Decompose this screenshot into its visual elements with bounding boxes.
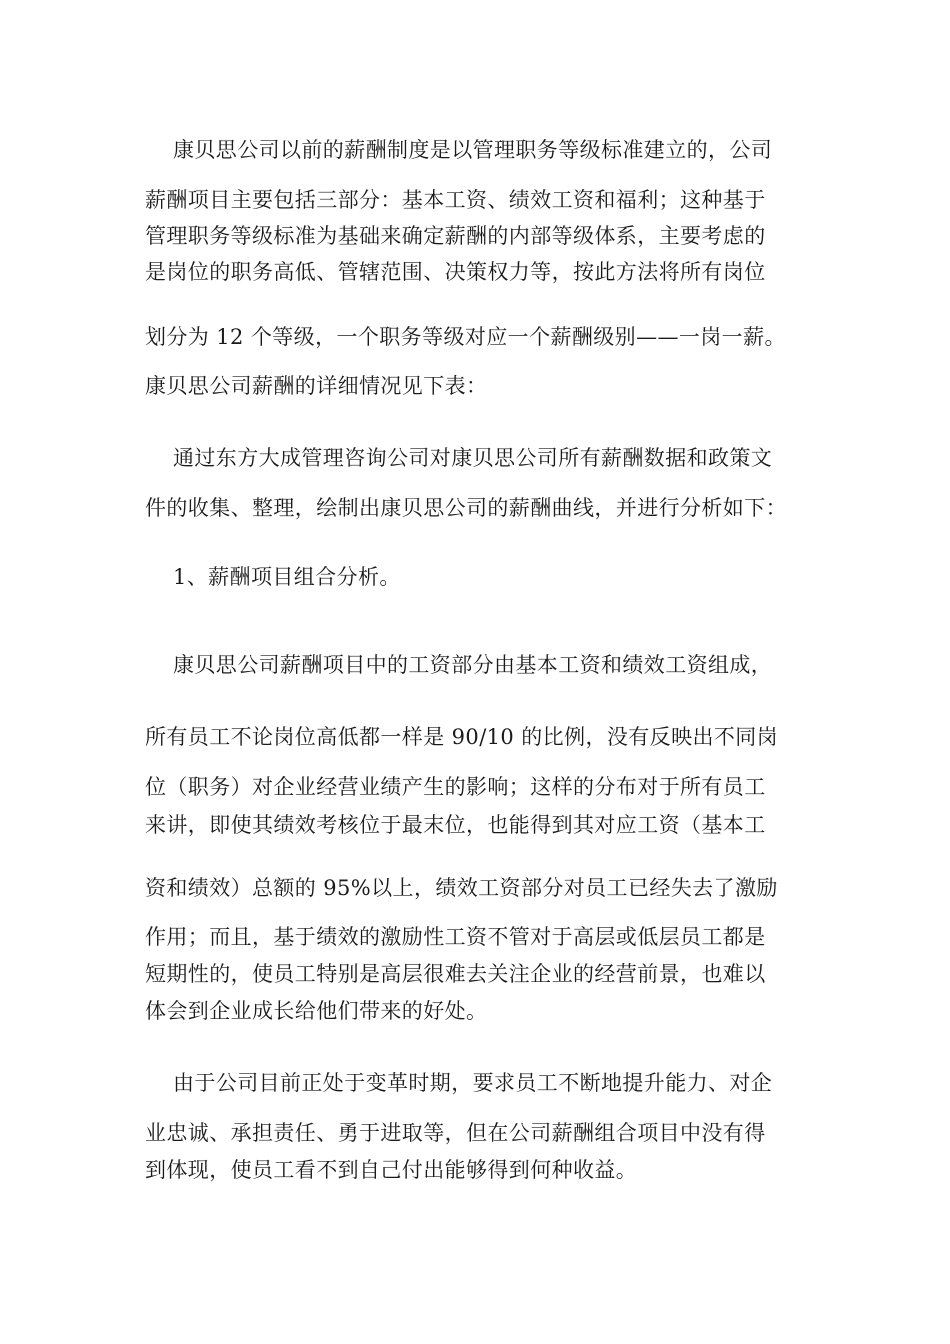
paragraph-reform-line-2: 业忠诚、承担责任、勇于进取等，但在公司薪酬组合项目中没有得 [145,1121,766,1145]
paragraph-analysis-line-1: 康贝思公司薪酬项目中的工资部分由基本工资和绩效工资组成， [173,653,773,677]
paragraph-analysis-line-7: 短期性的，使员工特别是高层很难去关注企业的经营前景，也难以 [145,962,766,986]
paragraph-intro-line-4: 是岗位的职务高低、管辖范围、决策权力等，按此方法将所有岗位 [145,260,766,284]
paragraph-consulting-line-1: 通过东方大成管理咨询公司对康贝思公司所有薪酬数据和政策文 [173,446,773,470]
paragraph-consulting-line-2: 件的收集、整理，绘制出康贝思公司的薪酬曲线，并进行分析如下： [145,496,787,520]
paragraph-reform-line-1: 由于公司目前正处于变革时期，要求员工不断地提升能力、对企 [173,1071,773,1095]
paragraph-analysis-line-6: 作用；而且，基于绩效的激励性工资不管对于高层或低层员工都是 [145,925,766,949]
paragraph-analysis-line-4: 来讲，即使其绩效考核位于最末位，也能得到其对应工资（基本工 [145,813,766,837]
paragraph-intro-line-2: 薪酬项目主要包括三部分：基本工资、绩效工资和福利；这种基于 [145,188,766,212]
paragraph-intro-line-6: 康贝思公司薪酬的详细情况见下表： [145,374,488,398]
paragraph-analysis-line-5: 资和绩效）总额的 95%以上，绩效工资部分对员工已经失去了激励 [145,876,778,900]
section-heading: 1、薪酬项目组合分析。 [173,565,401,589]
paragraph-analysis-line-2: 所有员工不论岗位高低都一样是 90/10 的比例，没有反映出不同岗 [145,725,779,749]
paragraph-reform-line-3: 到体现，使员工看不到自己付出能够得到何种收益。 [145,1158,638,1182]
paragraph-analysis-line-3: 位（职务）对企业经营业绩产生的影响；这样的分布对于所有员工 [145,775,766,799]
paragraph-intro-line-3: 管理职务等级标准为基础来确定薪酬的内部等级体系，主要考虑的 [145,224,766,248]
paragraph-intro-line-1: 康贝思公司以前的薪酬制度是以管理职务等级标准建立的，公司 [173,138,773,162]
paragraph-analysis-line-8: 体会到企业成长给他们带来的好处。 [145,999,488,1023]
paragraph-intro-line-5: 划分为 12 个等级，一个职务等级对应一个薪酬级别——一岗一薪。 [145,325,786,349]
